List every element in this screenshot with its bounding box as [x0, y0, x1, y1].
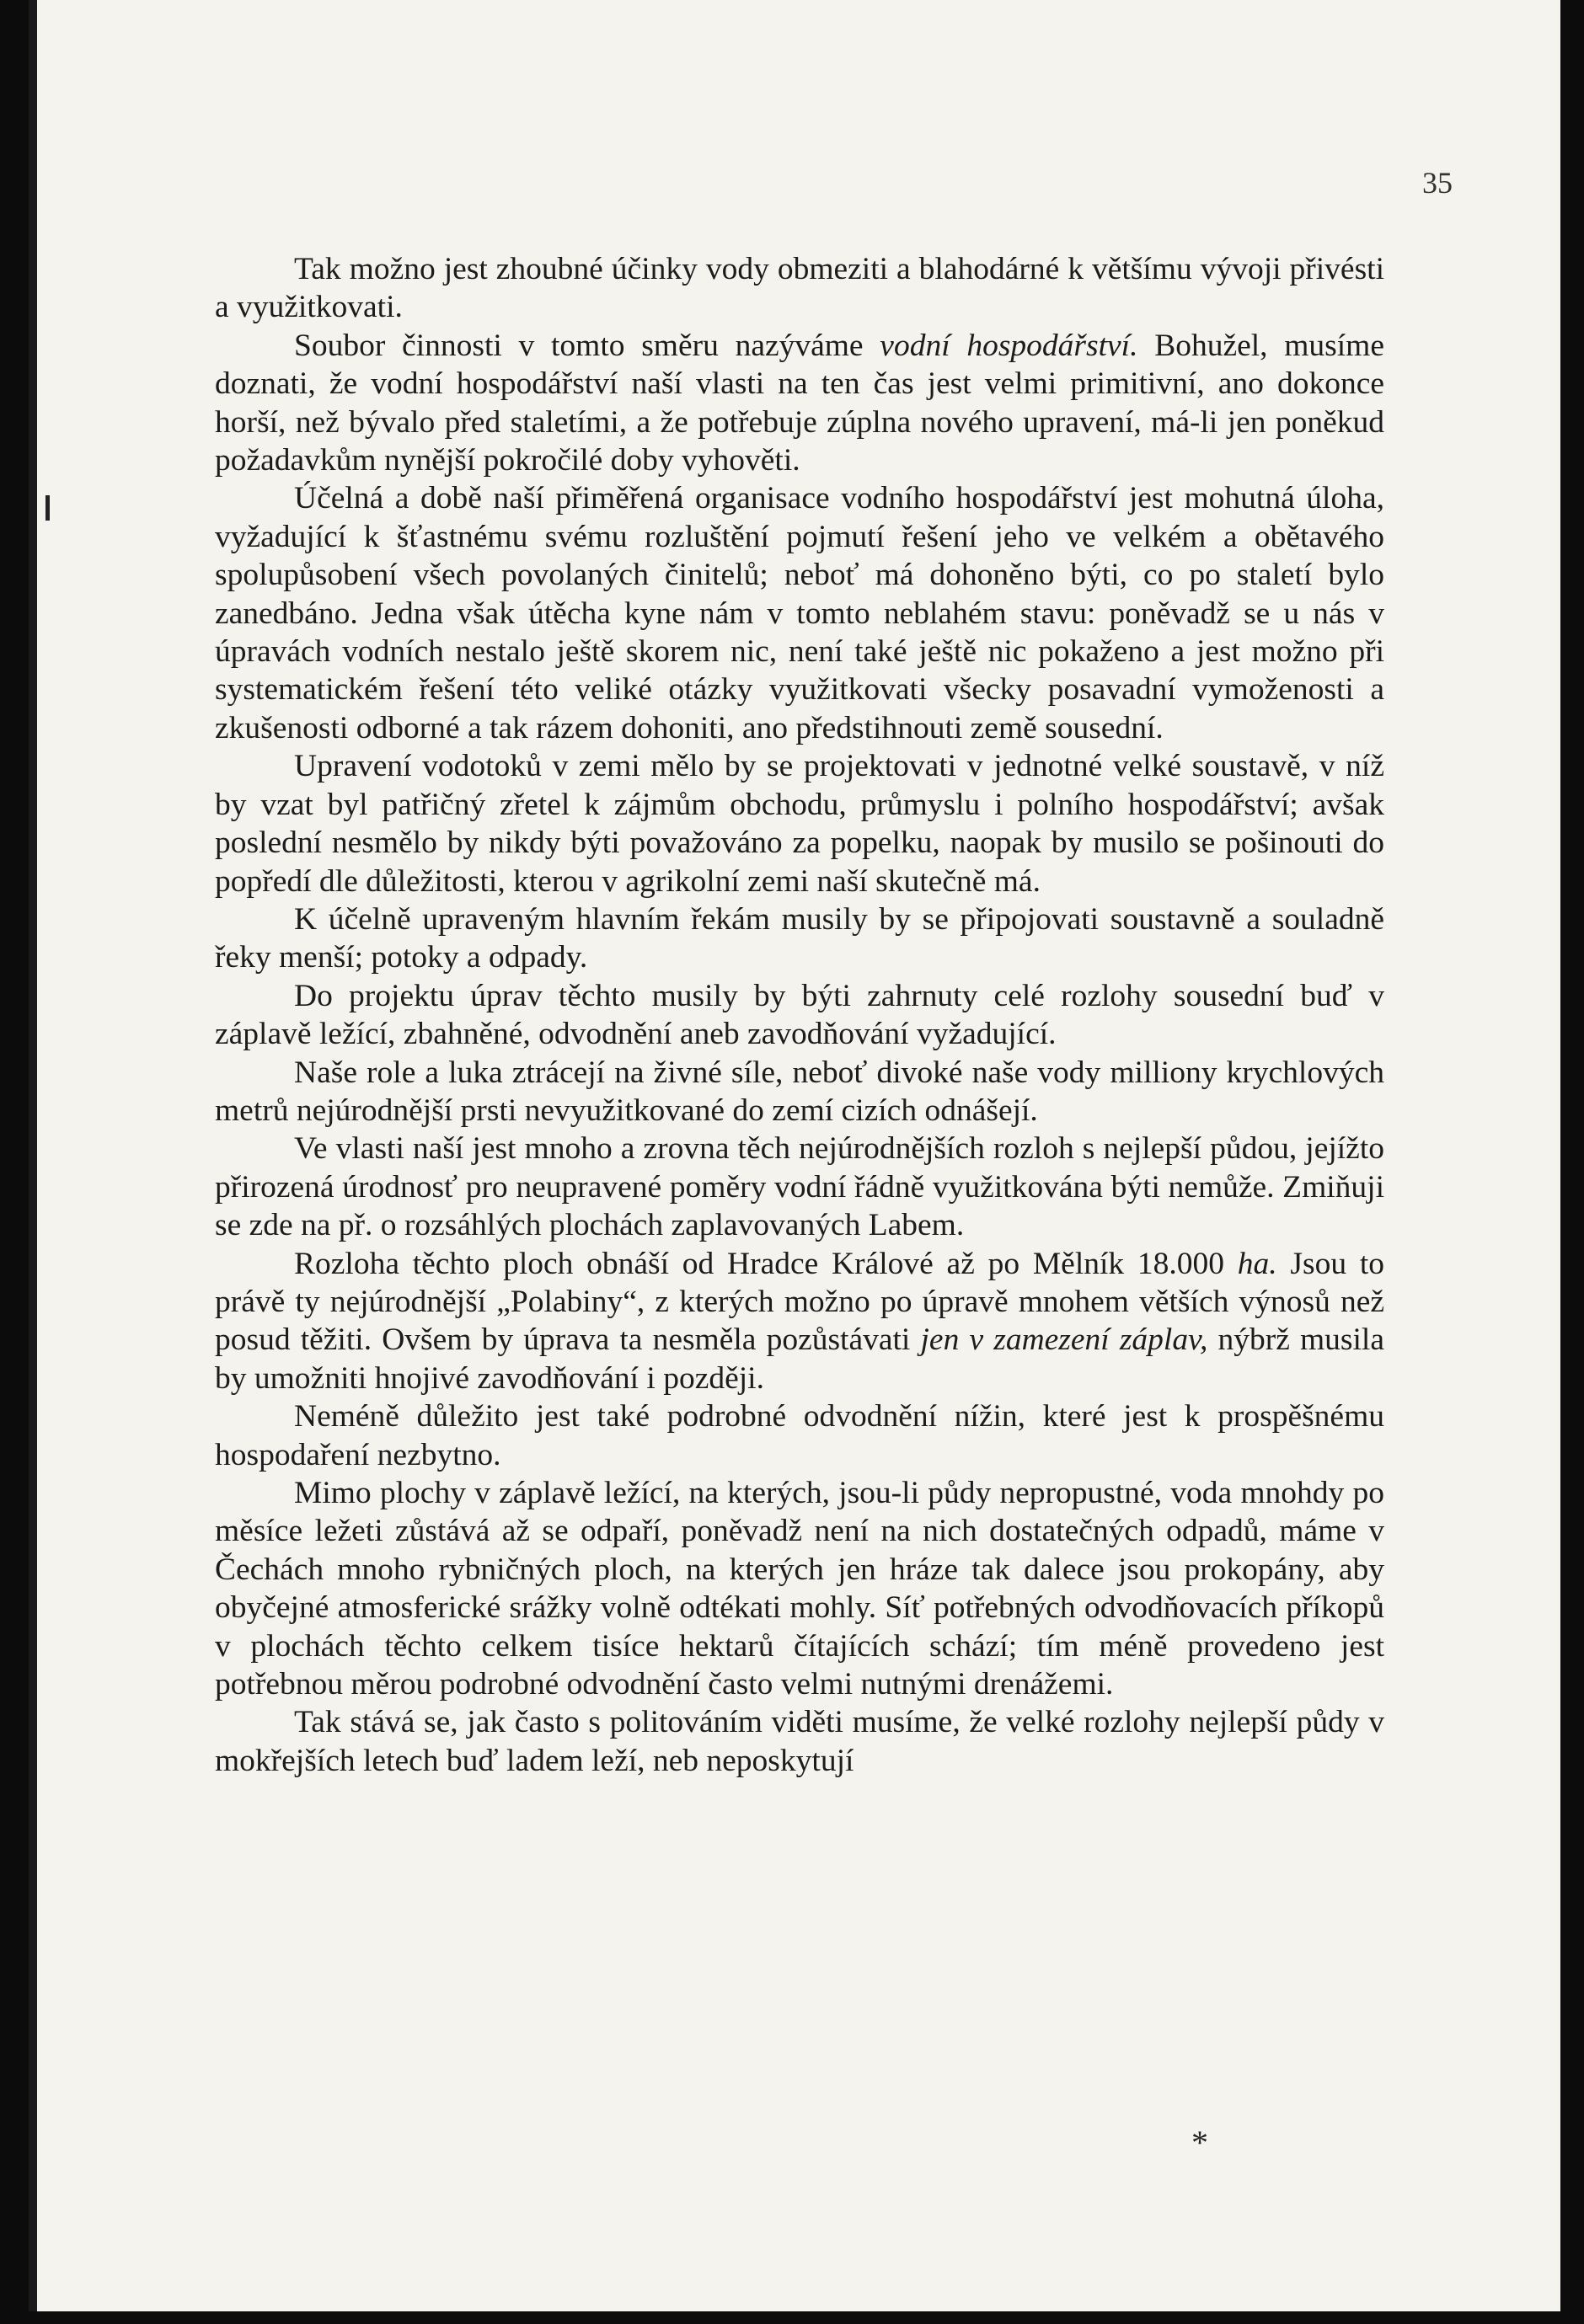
paragraph: [215, 747, 1384, 900]
paragraph: [215, 250, 1384, 327]
text-run: Neméně důležito jest také podrobné odvodnění nížin, které jest k prospěšnému hospodaření nezbytno.: [215, 1399, 1384, 1472]
text-run: Tak stává se, jak často s politováním viděti musíme, že velké rozlohy nejlepší půdy v mokřejších letech buď ladem leží, neb neposkytují: [215, 1705, 1384, 1778]
margin-mark: [45, 495, 50, 521]
paragraph: [215, 1474, 1384, 1703]
text-run: Jsou to právě ty nejúrodnější „Polabiny“, z kterých možno po úpravě mnohem větších výnosů než posud těžiti. Ovšem by úprava ta nesměla pozůstávati: [215, 1246, 1384, 1358]
page-number: 35: [1422, 166, 1453, 200]
text-run: Bohužel, musíme doznati, že vodní hospodářství naší vlasti na ten čas jest velmi primitivní, ano dokonce horší, než bývalo před staletími, a že potřebuje zúplna nového upravení, má-li jen poněkud požadavkům nynější pokročilé doby vyhověti.: [215, 328, 1384, 478]
text-run: Do projektu úprav těchto musily by býti zahrnuty celé rozlohy sousední buď v záplavě ležící, zbahněné, odvodnění aneb zavodňování vyžadující.: [215, 978, 1384, 1052]
emphasis-text: vodní hospodářství.: [880, 328, 1138, 363]
paragraph: [215, 1245, 1384, 1398]
text-run: Ve vlasti naší jest mnoho a zrovna těch nejúrodnějších rozloh s nejlepší půdou, jejížto přirozená úrodnosť pro neupravené poměry vodní řádně využitkována býti nemůže. Zmiňuji se zde na př. o rozsáhlých plochách zaplavovaných Labem.: [215, 1131, 1384, 1243]
text-run: K účelně upraveným hlavním řekám musily by se připojovati soustavně a souladně řeky menší; potoky a odpady.: [215, 901, 1384, 975]
text-run: Rozloha těchto ploch obnáší od Hradce Králové až po Mělník 18.000: [294, 1246, 1238, 1281]
text-run: Upravení vodotoků v zemi mělo by se projektovati v jednotné velké soustavě, v níž by vzat byl patřičný zřetel k zájmům obchodu, průmyslu i polního hospodářství; avšak poslední nesmělo by nikdy býti považováno za popelku, naopak by musilo se pošinouti do popředí dle důležitosti, kterou v agrikolní zemi naší skutečně má.: [215, 749, 1384, 899]
text-run: Naše role a luka ztrácejí na živné síle, neboť divoké naše vody milliony krychlových metrů nejúrodnější prsti nevyužitkované do zemí cizích odnášejí.: [215, 1055, 1384, 1128]
paragraph: [215, 900, 1384, 977]
text-run: Soubor činnosti v tomto směru nazýváme: [294, 328, 880, 363]
paragraph: [215, 1130, 1384, 1244]
emphasis-text: jen v zamezení záplav,: [920, 1322, 1208, 1358]
paragraph: [215, 1054, 1384, 1130]
body-text: [215, 250, 1384, 1780]
paragraph: [215, 327, 1384, 480]
paragraph: [215, 1703, 1384, 1780]
book-page: [29, 0, 1560, 2311]
text-run: Účelná a době naší přiměřená organisace vodního hospodářství jest mohutná úloha, vyžadující k šťastnému svému rozluštění pojmutí řešení jeho ve velkém a obětavého spolupůsobení všech povolaných činitelů; neboť má dohoněno býti, co po staletí bylo zanedbáno. Jedna však útěcha kyne nám v tomto neblahém stavu: poněvadž se u nás v úpravách vodních nestalo ještě skorem nic, není také ještě nic pokaženo a jest možno při systematickém řešení této veliké otázky využitkovati všecky posavadní vymoženosti a zkušenosti odborné a tak rázem dohoniti, ano předstihnouti země sousední.: [215, 481, 1384, 745]
text-run: Mimo plochy v záplavě ležící, na kterých, jsou-li půdy nepropustné, voda mnohdy po měsíce ležeti zůstává až se odpaří, poněvadž není na nich dostatečných odpadů, máme v Čechách mnoho rybničných ploch, na kterých jen hráze tak dalece jsou prokopány, aby obyčejné atmosferické srážky volně odtékati mohly. Síť potřebných odvodňovacích příkopů v plochách těchto celkem tisíce hektarů čítajících schází; tím méně provedeno jest potřebnou měrou podrobné odvodnění často velmi nutnými drenážemi.: [215, 1476, 1384, 1702]
paragraph: [215, 977, 1384, 1054]
signature-mark: *: [1191, 2124, 1208, 2161]
paragraph: [215, 1397, 1384, 1474]
text-run: nýbrž musila by umožniti hnojivé zavodňování i později.: [215, 1322, 1384, 1396]
paragraph: [215, 479, 1384, 747]
text-run: Tak možno jest zhoubné účinky vody obmeziti a blahodárné k většímu vývoji přivésti a využitkovati.: [215, 252, 1384, 325]
emphasis-text: ha.: [1237, 1246, 1277, 1281]
